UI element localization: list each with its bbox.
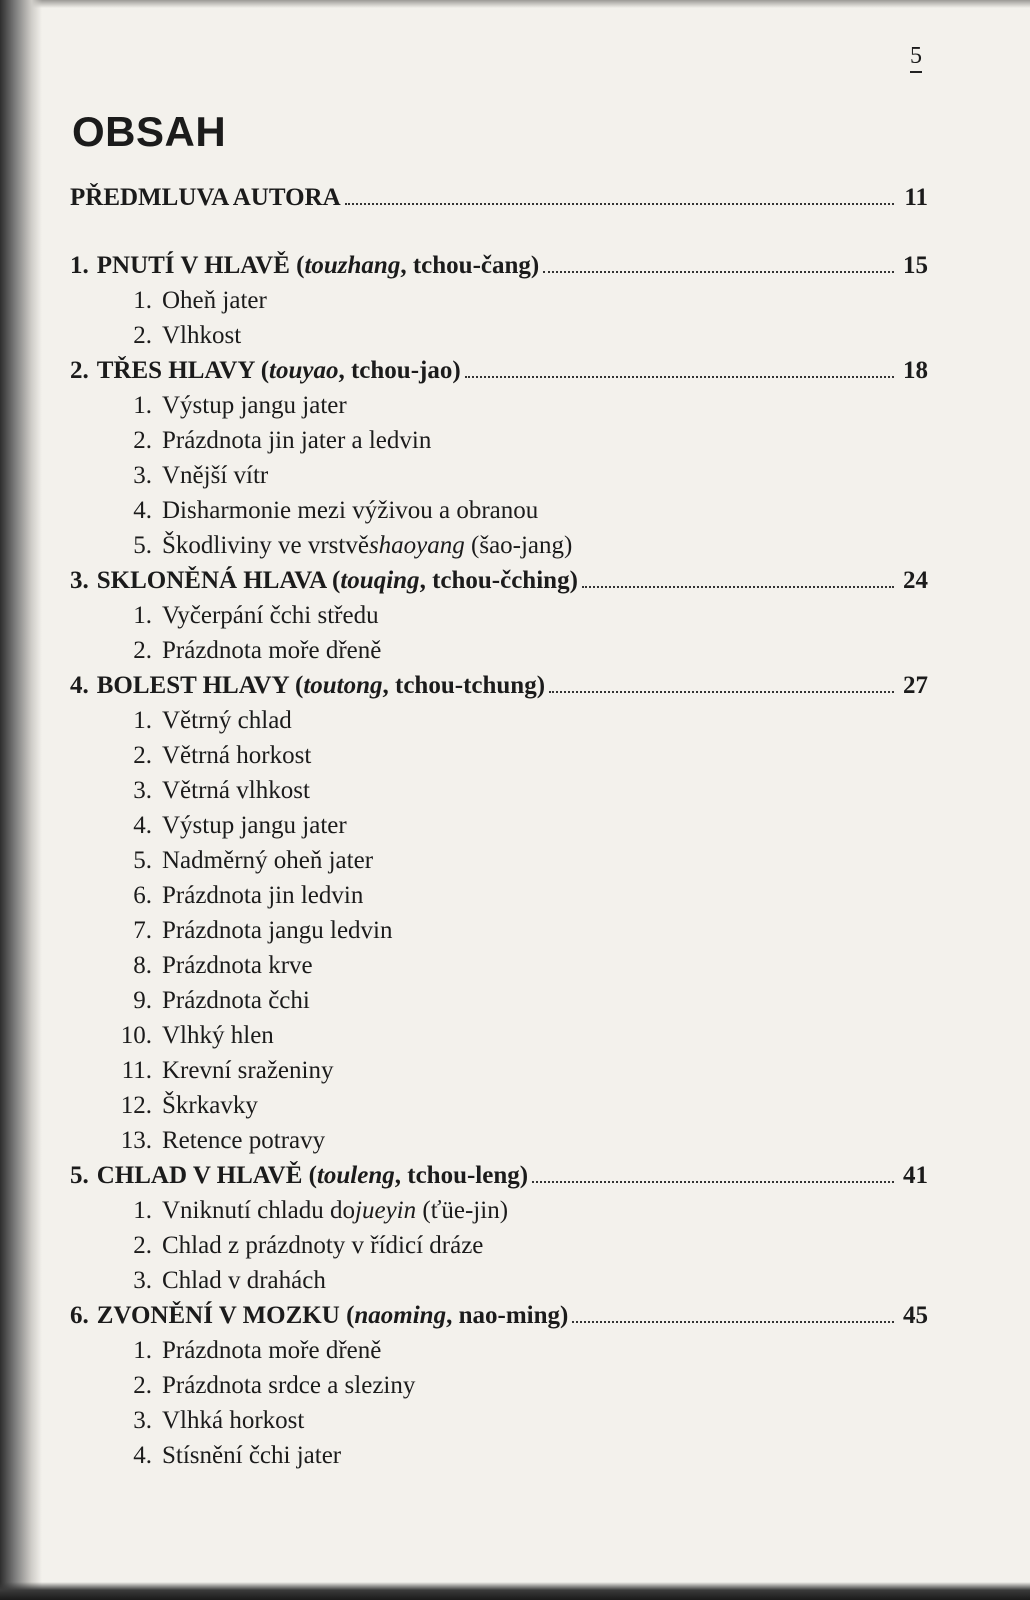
subitem-number: 3.	[133, 1407, 152, 1434]
chapter-transcription: tchou-tchung	[395, 672, 537, 699]
toc-entry-page: 11	[904, 184, 928, 211]
chapter-title: ZVONĚNÍ V MOZKU	[96, 1302, 340, 1329]
subitem-text: Retence potravy	[162, 1127, 326, 1154]
chapter-title: BOLEST HLAVY	[96, 672, 289, 699]
toc-subitem[interactable]	[70, 392, 928, 427]
chapter-heading: BOLEST HLAVY (toutong, tchou-tchung)	[96, 672, 546, 699]
subitem-text: Prázdnota moře dřeně	[162, 637, 382, 664]
chapter-number: 2.	[70, 357, 89, 384]
toc-entry-page: 45	[903, 1302, 928, 1329]
table-of-contents	[70, 184, 928, 1477]
subitem-text: Výstup jangu jater	[162, 812, 347, 839]
toc-entry-title: PŘEDMLUVA AUTORA	[70, 184, 341, 211]
book-gutter-shadow	[0, 0, 42, 1600]
subitem-number: 2.	[133, 1232, 152, 1259]
toc-subitem[interactable]	[70, 532, 928, 567]
subitem-text: Disharmonie mezi výživou a obranou	[162, 497, 539, 524]
toc-subitem[interactable]	[70, 1232, 928, 1267]
subitem-number: 4.	[133, 497, 152, 524]
toc-subitem[interactable]	[70, 847, 928, 882]
toc-subitem[interactable]	[70, 1127, 928, 1162]
chapter-title: PNUTÍ V HLAVĚ	[96, 252, 290, 279]
toc-subitem[interactable]	[70, 322, 928, 357]
subitem-text: Vlhkost	[162, 322, 242, 349]
subitem-transcription: (ťüe-jin)	[422, 1197, 509, 1224]
subitem-text: Prázdnota moře dřeně	[162, 1337, 382, 1364]
chapter-transcription: tchou-čching	[432, 567, 570, 594]
subitem-number: 11.	[121, 1057, 152, 1084]
subitem-text: Chlad v drahách	[162, 1267, 326, 1294]
subitem-number: 8.	[133, 952, 152, 979]
page-number: 5	[910, 42, 922, 73]
chapter-number: 4.	[70, 672, 89, 699]
toc-subitem[interactable]	[70, 987, 928, 1022]
toc-chapters	[70, 252, 928, 1477]
toc-subitem[interactable]	[70, 427, 928, 462]
subitem-text: Nadměrný oheň jater	[162, 847, 374, 874]
toc-preface-entry[interactable]	[70, 184, 928, 219]
dot-leader	[582, 585, 894, 588]
subitem-term: jueyin	[355, 1197, 417, 1224]
subitem-number: 1.	[133, 1197, 152, 1224]
subitem-text: Prázdnota jangu ledvin	[162, 917, 393, 944]
dot-leader	[549, 690, 894, 693]
toc-entry-page: 27	[903, 672, 928, 699]
toc-chapter-entry[interactable]	[70, 357, 928, 392]
subitem-number: 6.	[133, 882, 152, 909]
chapter-transcription: tchou-leng	[407, 1162, 520, 1189]
toc-subitem[interactable]	[70, 1372, 928, 1407]
chapter-heading: ZVONĚNÍ V MOZKU (naoming, nao-ming)	[96, 1302, 569, 1329]
subitem-number: 1.	[133, 287, 152, 314]
subitem-number: 1.	[133, 392, 152, 419]
subitem-text: Krevní sraženiny	[162, 1057, 334, 1084]
toc-entry-page: 15	[903, 252, 928, 279]
subitem-number: 12.	[120, 1092, 152, 1119]
subitem-transcription: (šao-jang)	[471, 532, 573, 559]
subitem-text: Prázdnota čchi	[162, 987, 310, 1014]
chapter-title: TŘES HLAVY	[96, 357, 255, 384]
subitem-number: 2.	[133, 427, 152, 454]
subitem-number: 13.	[120, 1127, 152, 1154]
chapter-term: naoming	[354, 1302, 447, 1329]
page-title: OBSAH	[72, 108, 227, 155]
subitem-number: 10.	[120, 1022, 152, 1049]
dot-leader	[543, 270, 894, 273]
toc-subitem[interactable]	[70, 1442, 928, 1477]
subitem-number: 2.	[133, 1372, 152, 1399]
page-top-edge	[0, 0, 1030, 8]
subitem-text: Větrná horkost	[162, 742, 312, 769]
subitem-number: 1.	[133, 707, 152, 734]
subitem-text: Oheň jater	[162, 287, 267, 314]
subitem-text: Prázdnota jin jater a ledvin	[162, 427, 432, 454]
chapter-heading: TŘES HLAVY (touyao, tchou-jao)	[96, 357, 461, 384]
subitem-number: 3.	[133, 1267, 152, 1294]
subitem-number: 4.	[133, 812, 152, 839]
toc-subitem[interactable]	[70, 777, 928, 812]
subitem-text: Stísnění čchi jater	[162, 1442, 342, 1469]
toc-subitem[interactable]	[70, 497, 928, 532]
subitem-text: Škrkavky	[162, 1092, 258, 1119]
chapter-transcription: tchou-čang	[412, 252, 531, 279]
subitem-number: 2.	[133, 742, 152, 769]
toc-chapter-entry[interactable]	[70, 252, 928, 287]
chapter-number: 5.	[70, 1162, 89, 1189]
toc-subitem[interactable]	[70, 1337, 928, 1372]
subitem-text: Prázdnota krve	[162, 952, 313, 979]
toc-subitem[interactable]	[70, 952, 928, 987]
subitem-text: Prázdnota srdce a sleziny	[162, 1372, 416, 1399]
dot-leader	[572, 1320, 894, 1323]
subitem-text: Vyčerpání čchi středu	[162, 602, 379, 629]
dot-leader	[532, 1180, 894, 1183]
chapter-number: 6.	[70, 1302, 89, 1329]
chapter-transcription: nao-ming	[458, 1302, 560, 1329]
subitem-text: Chlad z prázdnoty v řídicí dráze	[162, 1232, 484, 1259]
subitem-term: shaoyang	[368, 532, 465, 559]
subitem-number: 1.	[133, 1337, 152, 1364]
chapter-term: toutong	[303, 672, 383, 699]
subitem-text: Větrná vlhkost	[162, 777, 310, 804]
toc-chapter-entry[interactable]	[70, 1162, 928, 1197]
subitem-number: 3.	[133, 462, 152, 489]
toc-subitem[interactable]	[70, 812, 928, 847]
subitem-number: 4.	[133, 1442, 152, 1469]
toc-subitem[interactable]	[70, 462, 928, 497]
toc-chapter-entry[interactable]	[70, 1302, 928, 1337]
toc-subitem[interactable]	[70, 882, 928, 917]
subitem-text: Vlhká horkost	[162, 1407, 305, 1434]
subitem-number: 2.	[133, 637, 152, 664]
toc-subitem[interactable]	[70, 917, 928, 952]
toc-subitem[interactable]	[70, 742, 928, 777]
chapter-number: 3.	[70, 567, 89, 594]
toc-subitem[interactable]	[70, 1057, 928, 1092]
chapter-heading: CHLAD V HLAVĚ (touleng, tchou-leng)	[96, 1162, 529, 1189]
chapter-term: touqing	[340, 567, 420, 594]
toc-chapter-entry[interactable]	[70, 567, 928, 602]
toc-subitem[interactable]	[70, 602, 928, 637]
page-bottom-edge	[0, 1582, 1030, 1600]
chapter-term: touyao	[269, 357, 339, 384]
chapter-title: SKLONĚNÁ HLAVA	[96, 567, 326, 594]
toc-subitem[interactable]	[70, 707, 928, 742]
subitem-number: 2.	[133, 322, 152, 349]
dot-leader	[345, 202, 894, 205]
subitem-text: Škodliviny ve vrstvě	[162, 532, 369, 559]
toc-subitem[interactable]	[70, 287, 928, 322]
chapter-term: touzhang	[304, 252, 401, 279]
chapter-heading: SKLONĚNÁ HLAVA (touqing, tchou-čching)	[96, 567, 578, 594]
chapter-title: CHLAD V HLAVĚ	[96, 1162, 303, 1189]
subitem-number: 9.	[133, 987, 152, 1014]
toc-subitem[interactable]	[70, 637, 928, 672]
subitem-text: Vniknutí chladu do	[162, 1197, 356, 1224]
chapter-number: 1.	[70, 252, 89, 279]
chapter-heading: PNUTÍ V HLAVĚ (touzhang, tchou-čang)	[96, 252, 540, 279]
subitem-number: 5.	[133, 847, 152, 874]
subitem-number: 5.	[133, 532, 152, 559]
toc-subitem[interactable]	[70, 1022, 928, 1057]
toc-entry-page: 24	[903, 567, 928, 594]
dot-leader	[465, 375, 894, 378]
subitem-text: Prázdnota jin ledvin	[162, 882, 364, 909]
toc-subitem[interactable]	[70, 1092, 928, 1127]
chapter-term: touleng	[316, 1162, 395, 1189]
toc-entry-page: 18	[903, 357, 928, 384]
toc-chapter-entry[interactable]	[70, 672, 928, 707]
subitem-number: 3.	[133, 777, 152, 804]
subitem-text: Vlhký hlen	[162, 1022, 274, 1049]
subitem-number: 7.	[133, 917, 152, 944]
subitem-text: Větrný chlad	[162, 707, 292, 734]
subitem-text: Vnější vítr	[162, 462, 269, 489]
subitem-text: Výstup jangu jater	[162, 392, 347, 419]
subitem-number: 1.	[133, 602, 152, 629]
toc-subitem[interactable]	[70, 1267, 928, 1302]
toc-entry-page: 41	[903, 1162, 928, 1189]
toc-subitem[interactable]	[70, 1407, 928, 1442]
toc-subitem[interactable]	[70, 1197, 928, 1232]
chapter-transcription: tchou-jao	[350, 357, 453, 384]
